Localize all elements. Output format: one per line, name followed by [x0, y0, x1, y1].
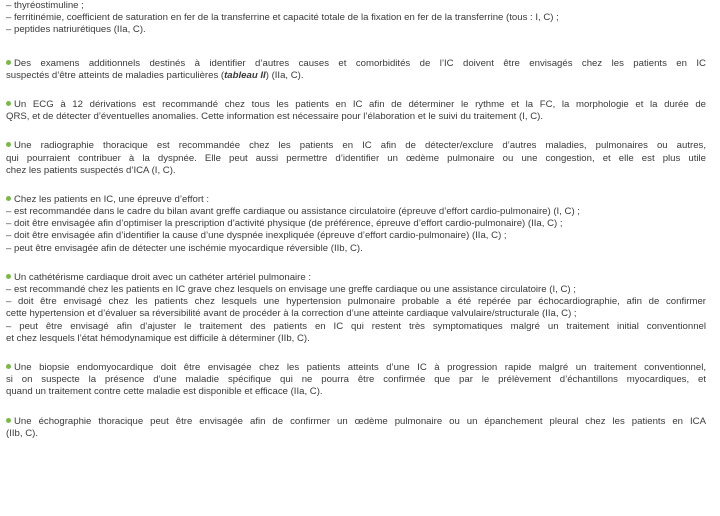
- paragraph-ecg: Un ECG à 12 dérivations est recommandé chez tous les patients en IC afin de déterminer le rythme et la FC, la morphologie et la durée de QRS, et de détecter d’éventuelles anomalies. Cette information est nécessaire pour l’élaboration et le suivi du traitement (I, C).: [6, 98, 706, 123]
- recommendations-text: [6, 0, 706, 440]
- paragraph-endomyocardial-biopsy: Une biopsie endomyocardique doit être envisagée chez les patients atteints d’une IC à progression rapide malgré un traitement conventionnel, si on suspecte la présence d’une maladie spécifique qui ne pourra être confirmée que par le prélèvement d’échantillons myocardiques, et quand un traitement contre cette maladie est disponible et efficace (IIa, C).: [6, 361, 706, 398]
- bullet-dot: [6, 274, 11, 279]
- bullet-dot: [6, 364, 11, 369]
- bullet-dot: [6, 196, 11, 201]
- list-item: – ferritinémie, coefficient de saturation en fer de la transferrine et capacité totale de la fixation en fer de la transferrine (tous : I, C) ;: [6, 12, 559, 24]
- bullet-dot: [6, 142, 11, 147]
- paragraph-additional-exams: Des examens additionnels destinés à identifier d’autres causes et comorbidités de l’IC doivent être envisagés chez les patients en IC suspectés d’être atteints de maladies particulières (tableau II) (IIa, C).: [6, 57, 706, 81]
- lab-tests-list: [6, 0, 706, 37]
- bullet-dot: [6, 418, 11, 423]
- paragraph-thoracic-ultrasound: Une échographie thoracique peut être envisagée afin de confirmer un œdème pulmonaire ou un épanchement pleural chez les patients en ICA (IIb, C).: [6, 415, 706, 439]
- bullet-dot: [6, 60, 11, 65]
- paragraph-right-heart-catheterization: Un cathétérisme cardiaque droit avec un cathéter artériel pulmonaire : – est recommandé chez les patients en IC grave chez lesquels on envisage une greffe cardiaque ou une assistance circulatoire (I, C) ; – doit être envisagé chez les patients chez lesquels une hypertension pulmonaire probable a été repérée par échocardiographie, afin de confirmer cette hypertension et d’évaluer sa réversibilité avant de procéder à la correction d’une atteinte cardiaque valvulaire/structurale (IIa, C) ; – peut être envisagé afin d’ajuster le traitement des patients en IC qui restent très symptomatiques malgré un traitement initial conventionnel et chez lesquels l’état hémodynamique est difficile à déterminer (IIb, C).: [6, 271, 706, 344]
- bullet-dot: [6, 101, 11, 106]
- list-item: – peptides natriurétiques (IIa, C).: [6, 24, 146, 36]
- paragraph-exercise-test: Chez les patients en IC, une épreuve d’effort : – est recommandée dans le cadre du bilan avant greffe cardiaque ou assistance circulatoire (épreuve d’effort cardio-pulmonaire) (I, C) ; – doit être envisagée afin d’optimiser la prescription d’activité physique (de préférence, épreuve d’effort cardio-pulmonaire) (IIa, C) ; – doit être envisagée afin d’identifier la cause d’une dyspnée inexpliquée (épreuve d’effort cardio-pulmonaire) (IIa, C) ; – peut être envisagée afin de détecter une ischémie myocardique réversible (IIb, C).: [6, 193, 580, 254]
- paragraph-chest-xray: Une radiographie thoracique est recommandée chez les patients en IC afin de détecter/exclure d’autres maladies, pulmonaires ou autres, qui pourraient contribuer à la dyspnée. Elle peut aussi permettre d’identifier un œdème pulmonaire ou une congestion, et elle est plus utile chez les patients suspectés d’ICA (I, C).: [6, 140, 706, 176]
- list-item: – thyréostimuline ;: [6, 0, 84, 11]
- table-reference: tableau II: [224, 69, 266, 81]
